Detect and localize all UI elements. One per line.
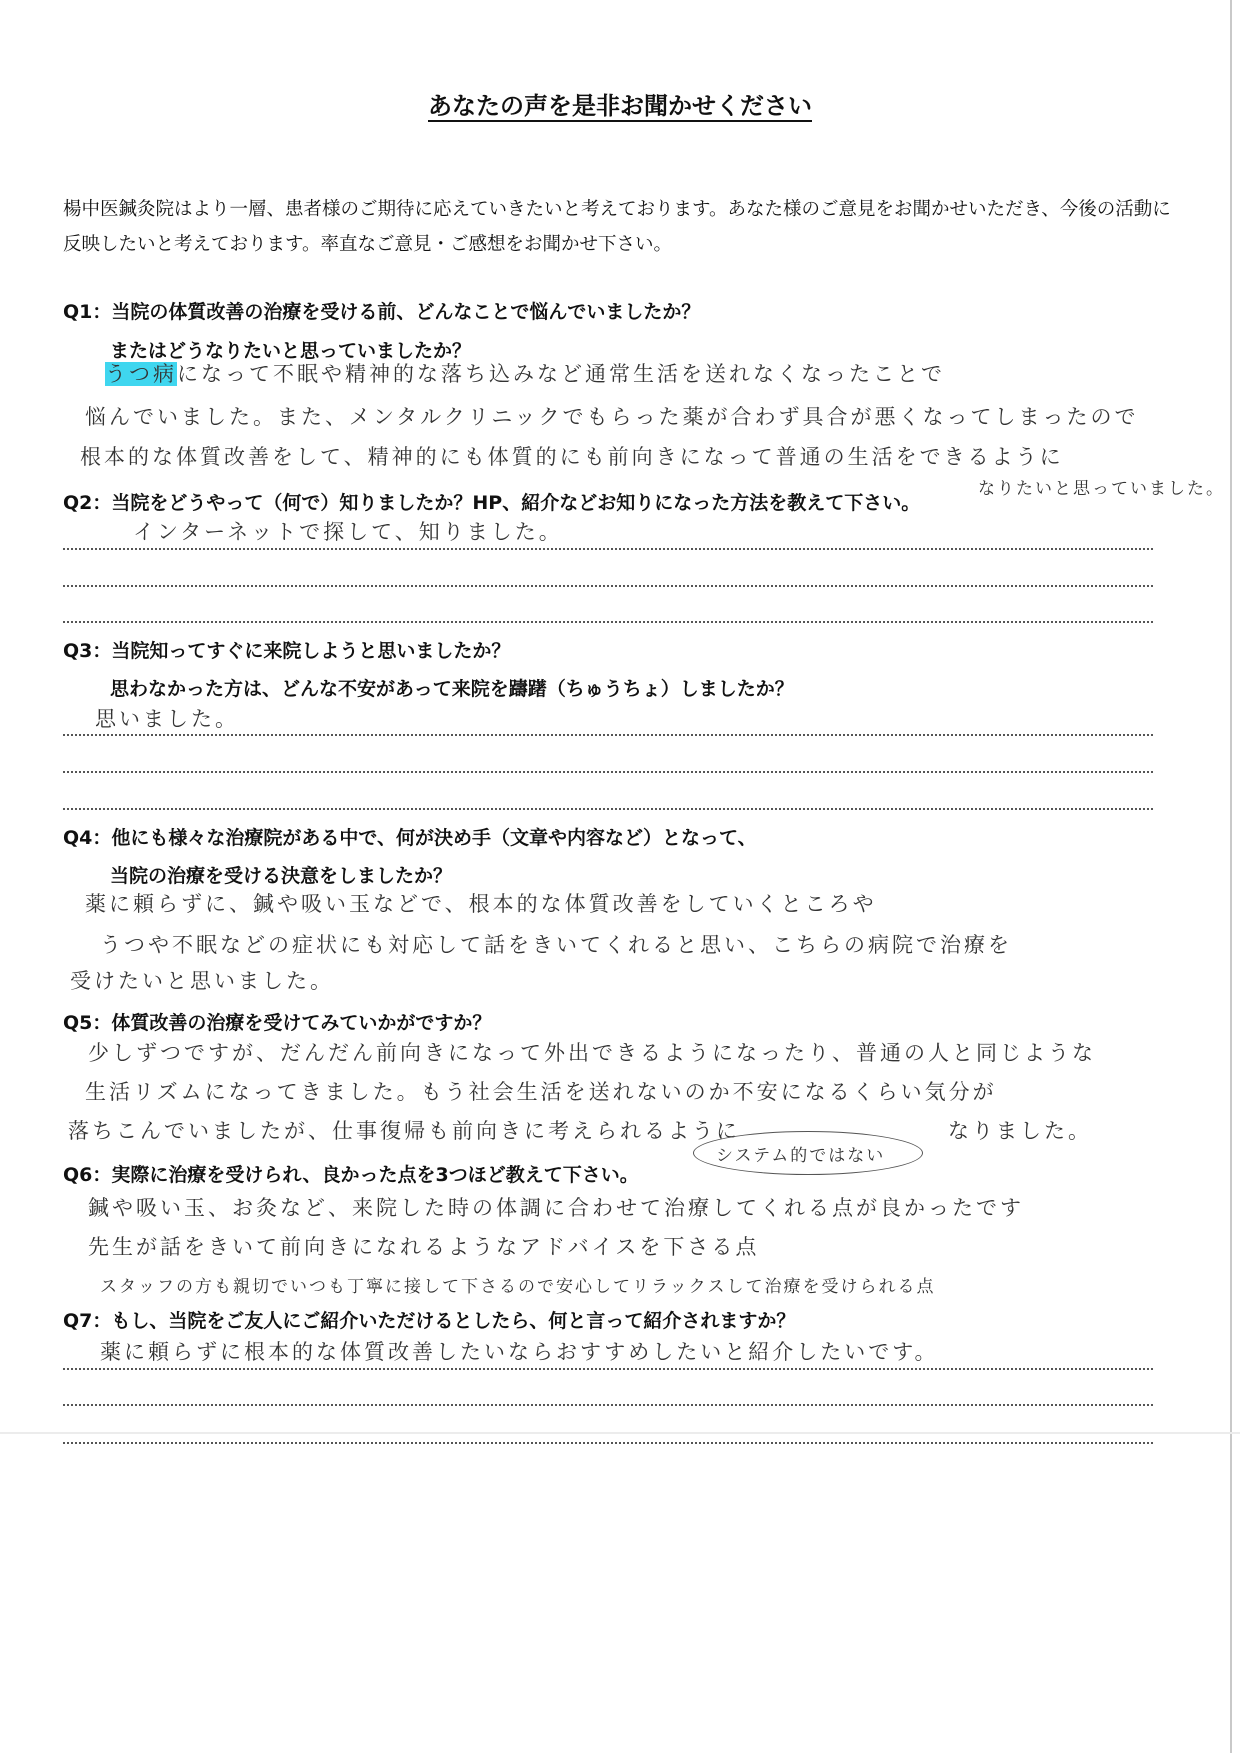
q4-answer-line: うつや不眠などの症状にも対応して話をきいてくれると思い、こちらの病院で治療を: [100, 933, 1012, 957]
q3-question: Q3：当院知ってすぐに来院しようと思いましたか？: [63, 640, 511, 662]
q1-answer-line: [105, 358, 945, 388]
q5-question: Q5：体質改善の治療を受けてみていかがですか？: [63, 1012, 492, 1034]
answer-rule: [63, 1368, 1153, 1370]
answer-rule: [63, 1442, 1153, 1444]
q3-answer-line: 思いました。: [95, 707, 239, 731]
q1-answer-line: 悩んでいました。また、メンタルクリニックでもらった薬が合わず具合が悪くなってしまったので: [85, 405, 1139, 429]
q6-question: Q6：実際に治療を受けられ、良かった点を3つほど教えて下さい。: [63, 1164, 639, 1186]
q1-answer-line: 根本的な体質改善をして、精神的にも体質的にも前向きになって普通の生活をできるように: [80, 445, 1064, 469]
q1-answer-line-rest: になって不眠や精神的な落ち込みなど通常生活を送れなくなったことで: [177, 362, 945, 386]
scan-edge: [1230, 0, 1232, 1753]
q5-answer-line: 少しずつですが、だんだん前向きになって外出できるようになったり、普通の人と同じような: [88, 1041, 1096, 1065]
q4-question-sub: 当院の治療を受ける決意をしましたか？: [110, 865, 453, 887]
q1-question: Q1：当院の体質改善の治療を受ける前、どんなことで悩んでいましたか？: [63, 301, 701, 323]
q6-answer-line: 先生が話をきいて前向きになれるようなアドバイスを下さる点: [88, 1235, 760, 1259]
q5-answer-line: 落ちこんでいましたが、仕事復帰も前向きに考えられるように: [68, 1119, 740, 1143]
answer-rule: [63, 621, 1153, 623]
q1-question-sub: またはどうなりたいと思っていましたか？: [110, 340, 472, 362]
q4-answer-line: 薬に頼らずに、鍼や吸い玉などで、根本的な体質改善をしていくところや: [85, 892, 877, 916]
q2-question: Q2：当院をどうやって（何で）知りましたか？HP、紹介などお知りになった方法を教えて下さい。: [63, 492, 921, 514]
answer-rule: [63, 808, 1153, 810]
q2-answer-line: インターネットで探して、知りました。: [133, 520, 563, 544]
q6-answer-line: 鍼や吸い玉、お灸など、来院した時の体調に合わせて治療してくれる点が良かったです: [88, 1196, 1024, 1220]
q6-note: システム的ではない: [716, 1146, 886, 1166]
q5-answer-line: 生活リズムになってきました。もう社会生活を送れないのか不安になるくらい気分が: [85, 1080, 997, 1104]
scan-bottom-edge: [0, 1432, 1240, 1434]
answer-rule: [63, 548, 1153, 550]
answer-rule: [63, 585, 1153, 587]
q7-answer-line: 薬に頼らずに根本的な体質改善したいならおすすめしたいと紹介したいです。: [100, 1340, 939, 1364]
q1-answer-line: なりたいと思っていました。: [978, 479, 1225, 499]
answer-rule: [63, 771, 1153, 773]
q7-question: Q7：もし、当院をご友人にご紹介いただけるとしたら、何と言って紹介されますか？: [63, 1310, 796, 1332]
q3-question-sub: 思わなかった方は、どんな不安があって来院を躊躇（ちゅうちょ）しましたか？: [110, 678, 794, 700]
highlighted-text: うつ病: [105, 362, 177, 386]
q4-answer-line: 受けたいと思いました。: [70, 969, 334, 993]
page-title: あなたの声を是非お聞かせください: [428, 92, 812, 120]
answer-rule: [63, 1404, 1153, 1406]
answer-rule: [63, 734, 1153, 736]
q6-answer-line: スタッフの方も親切でいつも丁寧に接して下さるので安心してリラックスして治療を受けられる点: [100, 1277, 936, 1297]
q5-answer-line: なりました。: [948, 1119, 1092, 1143]
intro-text: 楊中医鍼灸院はより一層、患者様のご期待に応えていきたいと考えております。あなた様のご意見をお聞かせいただき、今後の活動に反映したいと考えております。率直なご意見・ご感想をお聞かせ下さい。: [63, 199, 1171, 255]
q4-question: Q4：他にも様々な治療院がある中で、何が決め手（文章や内容など）となって、: [63, 827, 757, 849]
